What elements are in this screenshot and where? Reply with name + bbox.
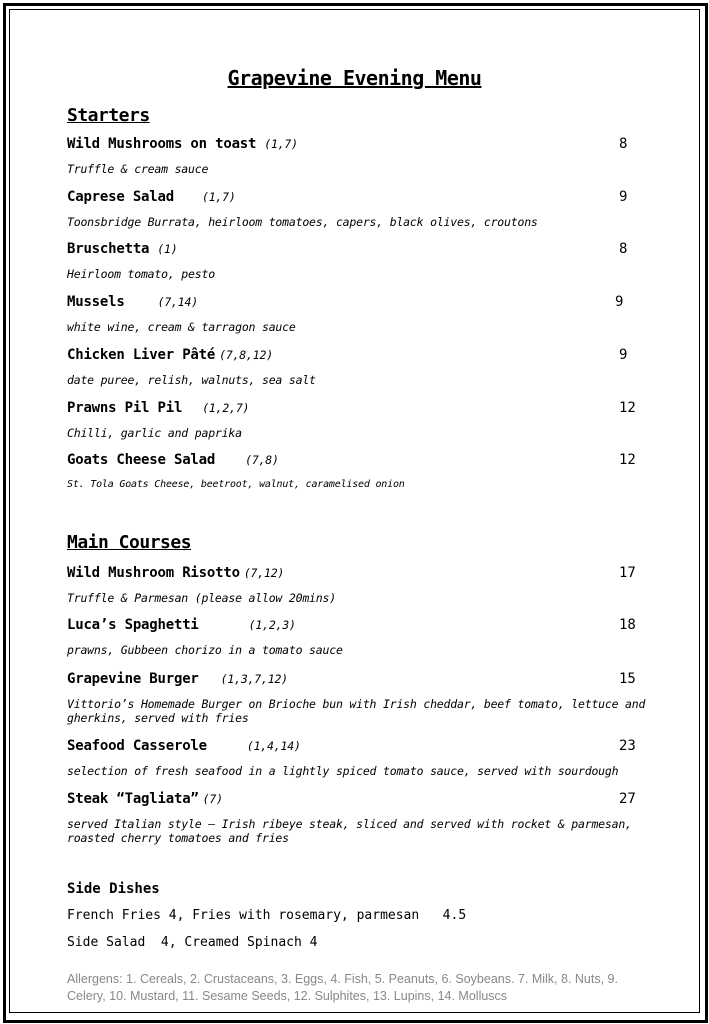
menu-item-price: 12 <box>619 400 636 416</box>
menu-item-description: Toonsbridge Burrata, heirloom tomatoes, capers, black olives, croutons <box>67 215 538 229</box>
side-dishes-heading: Side Dishes <box>67 881 160 897</box>
menu-item-price: 8 <box>619 241 628 257</box>
menu-item-price: 12 <box>619 452 636 468</box>
menu-item-description: Truffle & cream sauce <box>67 162 209 176</box>
menu-item-price: 9 <box>619 189 628 205</box>
dish-name: Goats Cheese Salad <box>67 452 216 468</box>
menu-item-name <box>67 241 177 257</box>
menu-item-name <box>67 189 236 205</box>
dish-name: Prawns Pil Pil <box>67 400 183 416</box>
menu-item-name <box>67 136 298 152</box>
allergens-note: Allergens: 1. Cereals, 2. Crustaceans, 3. Eggs, 4. Fish, 5. Peanuts, 6. Soybeans. 7. Milk, 8. Nuts, 9. Celery, 10. Mustard, 11. Sesame Seeds, 12. Sulphites, 13. Lupins, 14. Molluscs <box>67 972 618 1003</box>
menu-item-price: 9 <box>615 294 624 310</box>
dish-name: Seafood Casserole <box>67 738 207 754</box>
allergen-codes: (1,7) <box>264 137 298 151</box>
dish-name: Chicken Liver Pâté <box>67 347 216 363</box>
side-dish-line: French Fries 4, Fries with rosemary, parmesan 4.5 <box>67 908 467 923</box>
menu-item-description: served Italian style – Irish ribeye steak, sliced and served with rocket & parmesan, roasted cherry tomatoes and fries <box>67 817 632 845</box>
menu-item-price: 8 <box>619 136 628 152</box>
menu-item-name <box>67 452 279 468</box>
dish-name: Wild Mushrooms on toast <box>67 136 257 152</box>
dish-name: Grapevine Burger <box>67 671 199 687</box>
dish-name: Caprese Salad <box>67 189 174 205</box>
allergen-codes: (7,8,12) <box>219 348 273 362</box>
side-dish-line: Side Salad 4, Creamed Spinach 4 <box>67 935 318 950</box>
allergen-codes: (1,2,7) <box>202 401 250 415</box>
dish-name: Bruschetta <box>67 241 150 257</box>
allergen-codes: (7) <box>202 792 223 806</box>
menu-item-name <box>67 294 198 310</box>
menu-item-name <box>67 347 273 363</box>
menu-item-price: 9 <box>619 347 628 363</box>
allergen-codes: (1) <box>157 242 178 256</box>
menu-item-name <box>67 791 223 807</box>
menu-item-price: 27 <box>619 791 636 807</box>
section-heading: Main Courses <box>67 532 192 553</box>
menu-item-name <box>67 400 249 416</box>
menu-item-description: St. Tola Goats Cheese, beetroot, walnut, caramelised onion <box>67 479 405 490</box>
menu-item-name <box>67 671 288 687</box>
menu-item-price: 18 <box>619 617 636 633</box>
menu-item-name <box>67 617 296 633</box>
section-heading: Starters <box>67 105 150 126</box>
allergen-codes: (1,3,7,12) <box>220 672 288 686</box>
menu-title: Grapevine Evening Menu <box>227 66 482 90</box>
menu-item-description: Truffle & Parmesan (please allow 20mins) <box>67 591 336 605</box>
menu-item-price: 17 <box>619 565 636 581</box>
menu-item-description: prawns, Gubbeen chorizo in a tomato sauce <box>67 643 343 657</box>
dish-name: Wild Mushroom Risotto <box>67 565 240 581</box>
page-border-inner <box>9 9 700 1013</box>
allergen-codes: (7,12) <box>243 566 285 580</box>
menu-item-description: Chilli, garlic and paprika <box>67 426 242 440</box>
allergen-codes: (1,7) <box>201 190 236 204</box>
menu-item-description: Heirloom tomato, pesto <box>67 267 215 281</box>
menu-item-price: 23 <box>619 738 636 754</box>
allergen-codes: (7,8) <box>245 453 279 467</box>
allergen-codes: (1,4,14) <box>246 739 301 753</box>
menu-item-price: 15 <box>619 671 636 687</box>
dish-name: Mussels <box>67 294 125 310</box>
dish-name: Steak “Tagliata” <box>67 791 199 807</box>
allergen-codes: (1,2,3) <box>248 618 296 632</box>
menu-item-description: white wine, cream & tarragon sauce <box>67 320 296 334</box>
menu-item-description: selection of fresh seafood in a lightly spiced tomato sauce, served with sourdough <box>67 764 619 778</box>
menu-item-name <box>67 565 284 581</box>
allergen-codes: (7,14) <box>157 295 198 309</box>
dish-name: Luca’s Spaghetti <box>67 617 199 633</box>
menu-item-name <box>67 738 301 754</box>
menu-item-description: date puree, relish, walnuts, sea salt <box>67 373 316 387</box>
menu-item-description: Vittorio’s Homemade Burger on Brioche bun with Irish cheddar, beef tomato, lettuce and gherkins, served with fries <box>67 697 646 725</box>
